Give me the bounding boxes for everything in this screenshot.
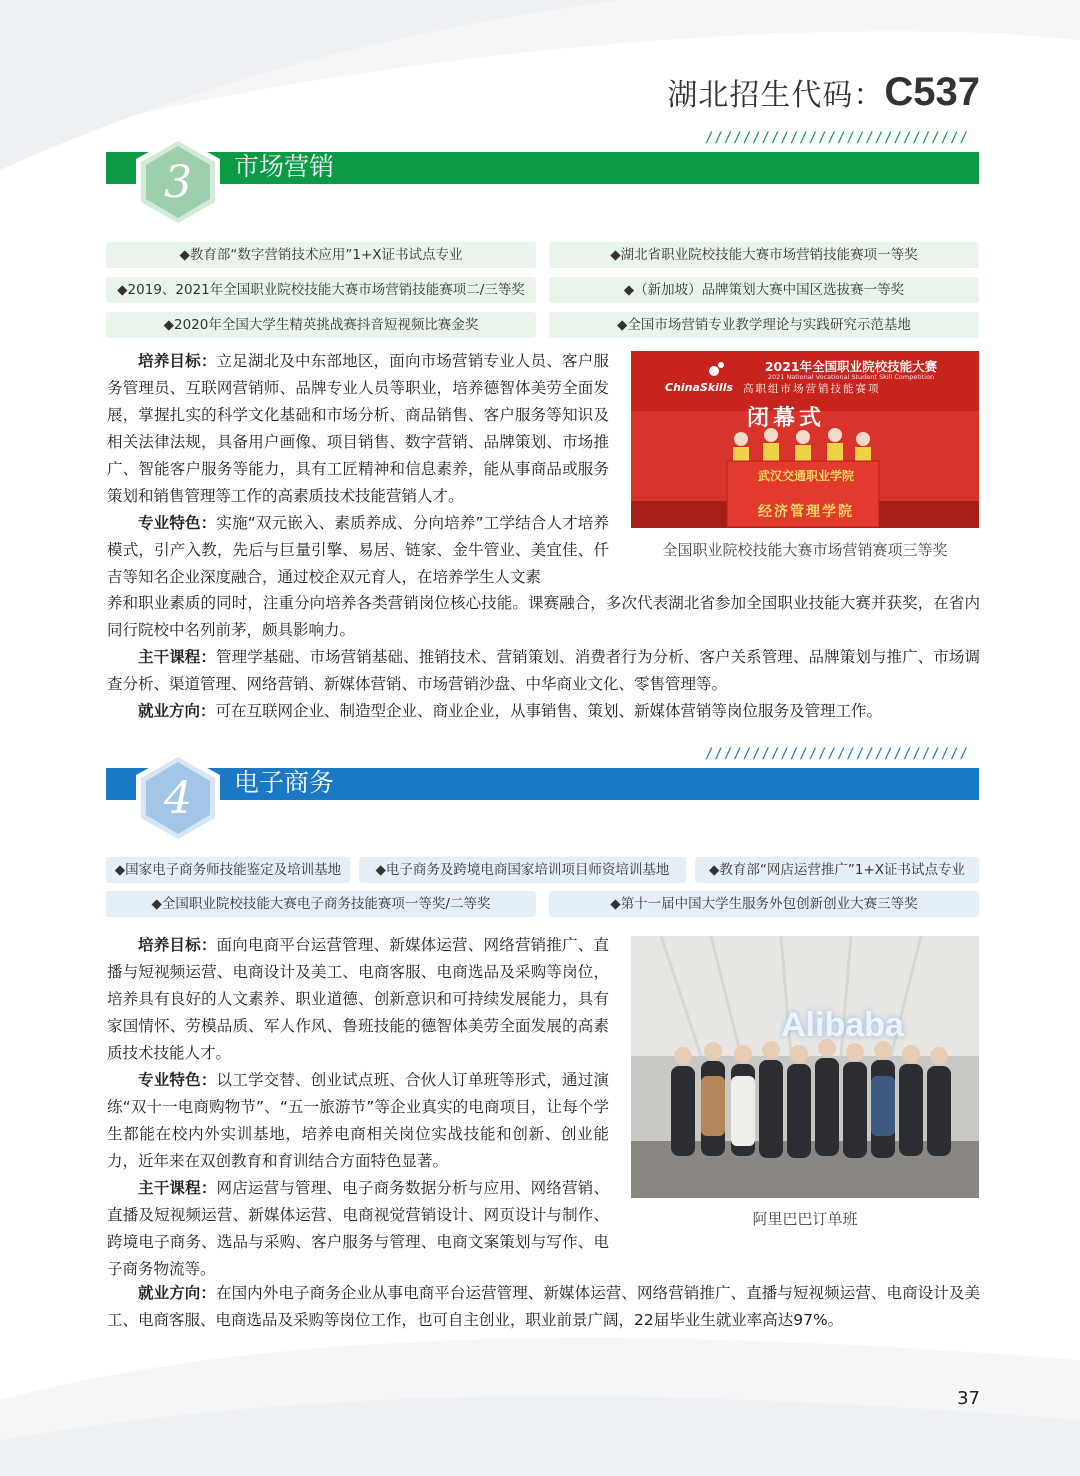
ecommerce-body-left (107, 932, 609, 1283)
honor-tag: ◆国家电子商务师技能鉴定及培训基地 (106, 857, 350, 883)
honor-tag: ◆2019、2021年全国职业院校技能大赛市场营销技能赛项二/三等奖 (106, 277, 536, 303)
honor-tag: ◆全国职业院校技能大赛电子商务技能赛项一等奖/二等奖 (106, 891, 536, 917)
photo-flag-text: 武汉交通职业学院 (757, 469, 854, 483)
alibaba-photo (631, 936, 979, 1198)
job-text: 可在互联网企业、制造型企业、商业企业，从事销售、策划、新媒体营销等岗位服务及管理工作。 (215, 702, 883, 720)
admission-code-prefix: 湖北招生代码： (667, 78, 885, 113)
slash-decoration: //////////////////////////// (704, 130, 969, 146)
goal-label: 培养目标： (138, 936, 217, 954)
course-label: 主干课程： (138, 1179, 217, 1197)
section-number: 4 (164, 772, 192, 824)
job-label: 就业方向： (138, 1284, 216, 1302)
alibaba-sign: Alibaba (781, 1006, 904, 1044)
honor-tag: ◆全国市场营销专业教学理论与实践研究示范基地 (549, 312, 979, 338)
goal-label: 培养目标： (138, 352, 217, 370)
feature-label: 专业特色： (138, 1071, 217, 1089)
admission-code (667, 70, 980, 115)
honor-tag: ◆（新加坡）品牌策划大赛中国区选拔赛一等奖 (549, 277, 979, 303)
honor-tag: ◆第十一届中国大学生服务外包创新创业大赛三等奖 (549, 891, 979, 917)
feature-text: 以工学交替、创业试点班、合伙人订单班等形式，通过演练“双十一电商购物节”、“五一旅游节”等企业真实的电商项目，让每个学生都能在校内外实训基地，培养电商相关岗位实战技能和创新、创业能力，近年来在双创教育和育训结合方面特色显著。 (107, 1071, 609, 1170)
admission-code-value: C537 (884, 70, 980, 114)
course-text: 管理学基础、市场营销基础、推销技术、营销策划、消费者行为分析、客户关系管理、品牌策划与推广、市场调查分析、渠道管理、网络营销、新媒体营销、市场营销沙盘、中华商业文化、零售管理等。 (107, 648, 980, 693)
competition-photo (631, 351, 979, 528)
honor-tag: ◆电子商务及跨境电商国家培训项目师资培训基地 (359, 857, 686, 883)
photo-banner-title: 2021年全国职业院校技能大赛 (764, 359, 938, 374)
slash-decoration: //////////////////////////// (704, 746, 969, 762)
photo-banner-subtitle: 2021 National Vocational Student Skill Competition (767, 373, 935, 381)
alibaba-photo-illustration (631, 936, 979, 1198)
photo-caption: 全国职业院校技能大赛市场营销赛项三等奖 (662, 541, 948, 559)
section-header-ecommerce (106, 746, 979, 844)
photo-flag-subtext: 经济管理学院 (758, 504, 854, 520)
goal-text: 立足湖北及中东部地区，面向市场营销专业人员、客户服务管理员、互联网营销师、品牌专业人员等职业，培养德智体美劳全面发展，掌握扎实的科学文化基础和市场分析、商品销售、客户服务等知识及相关法律法规，具备用户画像、项目销售、数字营销、品牌策划、市场推广、智能客户服务等能力，具有工匠精神和信息素养，能从事商品或服务策划和销售管理等工作的高素质技术技能营销人才。 (107, 352, 609, 505)
course-label: 主干课程： (138, 648, 216, 666)
marketing-body-full (107, 590, 980, 725)
ecommerce-body-full (107, 1280, 980, 1334)
job-text: 在国内外电子商务企业从事电商平台运营管理、新媒体运营、网络营销推广、直播与短视频运营、电商设计及美工、电商客服、电商选品及采购等岗位工作，也可自主创业，职业前景广阔，22届毕业生就业率高达97%。 (107, 1284, 980, 1329)
photo-ceremony: 闭幕式 (746, 406, 825, 431)
goal-text: 面向电商平台运营管理、新媒体运营、网络营销推广、直播与短视频运营、电商设计及美工、电商客服、电商选品及采购等岗位，培养具有良好的人文素养、职业道德、创新意识和可持续发展能力，具有家国情怀、劳模品质、军人作风、鲁班技能的德智体美劳全面发展的高素质技术技能人才。 (107, 936, 609, 1062)
marketing-body-left (107, 348, 609, 591)
job-label: 就业方向： (138, 702, 216, 720)
section-title: 电子商务 (234, 768, 335, 797)
section-title: 市场营销 (234, 152, 335, 181)
feature-text-continued: 养和职业素质的同时，注重分向培养各类营销岗位核心技能。课赛融合，多次代表湖北省参加全国职业技能大赛并获奖，在省内同行院校中名列前茅，颇具影响力。 (107, 594, 980, 639)
photo-event: 高职组市场营销技能赛项 (743, 383, 881, 395)
photo-caption: 阿里巴巴订单班 (752, 1210, 858, 1228)
feature-label: 专业特色： (138, 514, 217, 532)
section-number: 3 (164, 156, 192, 208)
section-header-marketing (106, 130, 979, 228)
honor-tag: ◆教育部“网店运营推广”1+X证书试点专业 (695, 857, 979, 883)
honor-tag: ◆教育部“数字营销技术应用”1+X证书试点专业 (106, 242, 536, 268)
honor-tag: ◆湖北省职业院校技能大赛市场营销技能赛项一等奖 (549, 242, 979, 268)
honor-tag: ◆2020年全国大学生精英挑战赛抖音短视频比赛金奖 (106, 312, 536, 338)
page-number: 37 (957, 1388, 980, 1409)
course-text: 网店运营与管理、电子商务数据分析与应用、网络营销、直播及短视频运营、新媒体运营、电商视觉营销设计、网页设计与制作、跨境电子商务、选品与采购、客户服务与管理、电商文案策划与写作、电子商务物流等。 (107, 1179, 609, 1278)
photo-brand: ChinaSkills (665, 381, 734, 394)
feature-text: 实施“双元嵌入、素质养成、分向培养”工学结合人才培养模式，引产入教，先后与巨量引擎、易居、链家、金牛管业、美宜佳、仟吉等知名企业深度融合，通过校企双元育人，在培养学生人文素 (107, 514, 609, 586)
